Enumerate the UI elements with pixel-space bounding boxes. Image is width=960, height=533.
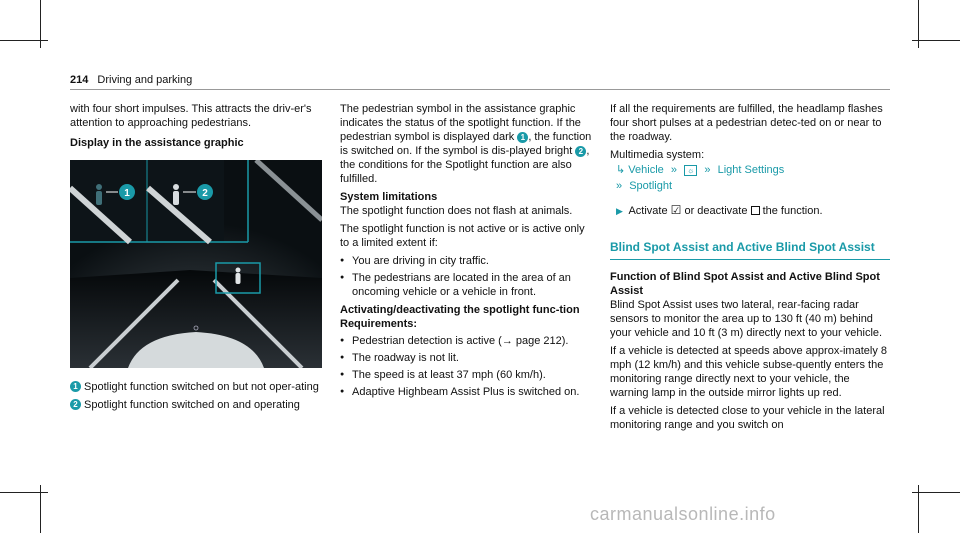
intro-text: with four short impulses. This attracts the driv-er's attention to approaching pedestrians. [70,103,312,129]
activate-instruction: ▶ Activate ☑ or deactivate the function. [616,203,823,217]
function-paragraph-3: If a vehicle is detected close to your vehicle in the lateral monitoring range and you switch on [610,405,885,431]
callout-badge-2: 2 [70,399,81,410]
callout-2: 2 [202,188,208,199]
page-header [70,73,192,87]
legend-item-2: 2 Spotlight function switched on and operating [70,398,322,412]
chevron-right-icon: » [616,180,623,192]
menu-path-2 [610,179,890,193]
activate-heading: Activating/deactivating the spotlight func-tion [340,304,580,316]
checkbox-checked-icon[interactable]: ☑ [670,203,682,217]
watermark: carmanualsonline.info [590,504,776,524]
crop-mark [912,40,960,41]
list-item: ● The pedestrians are located in the area of an oncoming vehicle or a vehicle in front. [340,271,592,299]
pedestrian-detected-icon [236,268,241,285]
step-arrow-icon: ▶ [616,206,623,216]
list-item: ● The roadway is not lit. [340,351,592,365]
list-item: ● The speed is at least 37 mph (60 km/h). [340,368,592,382]
figure-legend [70,380,322,416]
menu-enter-icon: ↳ [616,164,626,176]
list-item: ● Adaptive Highbeam Assist Plus is switched on. [340,385,592,399]
crop-mark [918,0,919,48]
header-divider [70,89,890,90]
system-limitations-text: The spotlight function does not flash at animals. [340,205,573,217]
menu-light-settings[interactable]: Light Settings [717,164,785,176]
assistance-graphic-figure [70,160,322,368]
function-paragraph-2: If a vehicle is detected at speeds above approx-imately 8 mph (12 km/h) and this vehicle subse-quently enters the monitoring range directly next to your vehicle, the warning lamp in the outside mirror lights up red. [610,345,887,399]
list-item: ● Pedestrian detection is active (→ page 212). [340,334,592,348]
status-paragraph: The pedestrian symbol in the assistance graphic indicates the status of the spotlight function. If the pedestrian symbol is displayed dark 1 , the function is switched on. If the symbol is dis-played bright 2 , the conditions for the Spotlight function are also fulfilled. [340,103,592,185]
callout-badge-2: 2 [575,146,586,157]
system-limitations-heading: System limitations [340,191,438,203]
callout-badge-1: 1 [517,132,528,143]
crop-mark [40,485,41,533]
checkbox-empty-icon[interactable] [751,206,760,215]
column-3 [610,102,890,436]
chevron-right-icon: » [704,164,711,176]
menu-spotlight[interactable]: Spotlight [629,180,672,192]
headlamp-paragraph: If all the requirements are fulfilled, the headlamp flashes four short pulses at a pedestrian detec-ted on or near to the roadway. [610,103,883,143]
list-item: ● You are driving in city traffic. [340,254,592,268]
crop-mark [912,492,960,493]
chevron-right-icon: » [670,164,677,176]
arrow-icon: → [501,335,513,347]
menu-path [610,163,890,178]
section-divider [610,259,890,260]
column-2 [340,102,592,402]
display-heading: Display in the assistance graphic [70,137,244,149]
assistance-graphic [70,160,322,368]
pedestrian-dark-icon [96,184,102,205]
section-title: Driving and parking [97,74,193,86]
column-1 [70,102,322,154]
system-limitations-text-2: The spotlight function is not active or is active only to a limited extent if: [340,223,585,249]
legend-item-1: 1 Spotlight function switched on but not oper-ating [70,380,322,394]
pedestrian-bright-icon [173,184,179,205]
section-heading: Blind Spot Assist and Active Blind Spot Assist [610,240,875,254]
callout-1: 1 [124,188,130,199]
light-settings-icon: ☼ [684,165,697,176]
callout-badge-1: 1 [70,381,81,392]
function-paragraph-1: Blind Spot Assist uses two lateral, rear-facing radar sensors to monitor the area up to 130 ft (40 m) behind your vehicle and 10 ft (3 m) directly next to your vehicle. [610,299,883,339]
page-link[interactable]: page 212). [512,335,569,347]
page-number: 214 [70,74,89,86]
requirements-heading: Requirements: [340,318,418,330]
multimedia-label: Multimedia system: [610,149,705,161]
crop-mark [918,485,919,533]
crop-mark [40,0,41,48]
menu-vehicle[interactable]: Vehicle [628,164,664,176]
function-heading: Function of Blind Spot Assist and Active Blind Spot Assist [610,271,880,297]
